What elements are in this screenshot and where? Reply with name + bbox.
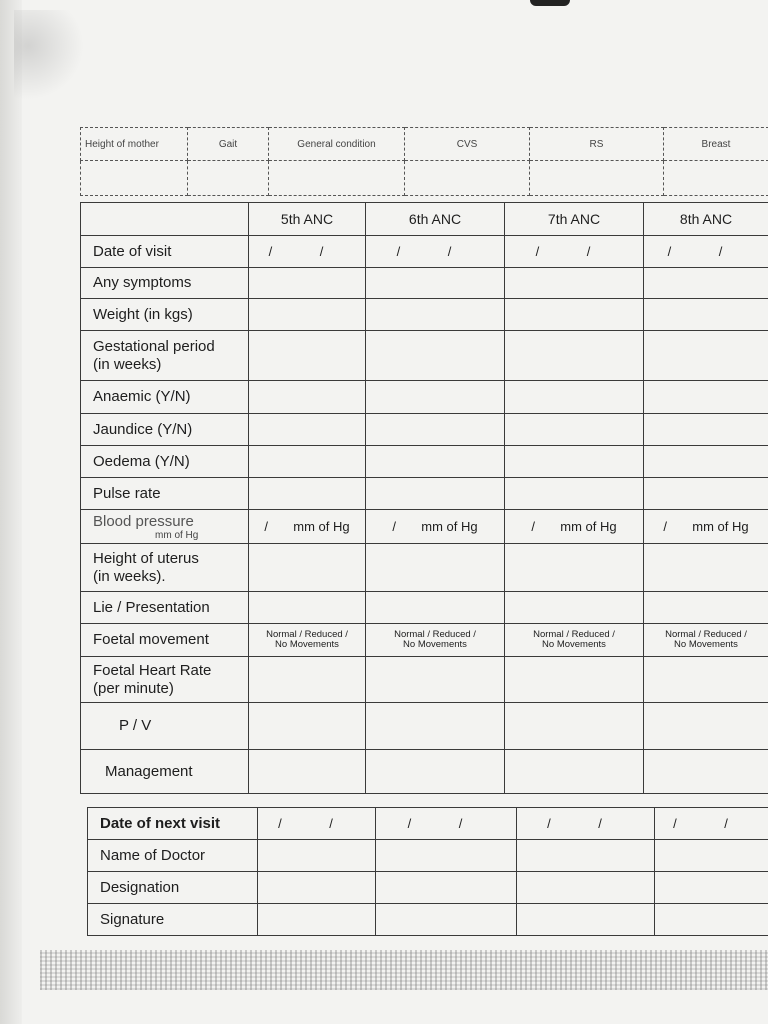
- management-field[interactable]: [505, 750, 644, 794]
- row-label-pv: P / V: [81, 703, 249, 750]
- footer-regional-text: [150, 992, 750, 1014]
- oedema-field[interactable]: [366, 446, 505, 478]
- fhr-field[interactable]: [249, 657, 366, 703]
- row-label-date-of-next-visit: Date of next visit: [88, 808, 258, 840]
- oedema-field[interactable]: [505, 446, 644, 478]
- bp-field[interactable]: / mm of Hg: [505, 510, 644, 544]
- designation-field[interactable]: [258, 872, 376, 904]
- weight-field[interactable]: [644, 299, 768, 331]
- row-label-weight: Weight (in kgs): [81, 299, 249, 331]
- weight-field[interactable]: [366, 299, 505, 331]
- signature-field[interactable]: [517, 904, 655, 936]
- next-visit-field[interactable]: / /: [258, 808, 376, 840]
- signature-field[interactable]: [655, 904, 768, 936]
- fhr-field[interactable]: [505, 657, 644, 703]
- examination-table: [80, 127, 768, 196]
- designation-field[interactable]: [655, 872, 768, 904]
- height-of-mother-field[interactable]: [81, 161, 188, 196]
- lie-field[interactable]: [249, 592, 366, 624]
- jaundice-field[interactable]: [366, 414, 505, 446]
- corner-cell: [81, 203, 249, 236]
- jaundice-field[interactable]: [249, 414, 366, 446]
- doctor-name-field[interactable]: [517, 840, 655, 872]
- date-of-visit-field[interactable]: / /: [644, 236, 768, 268]
- gestational-field[interactable]: [249, 331, 366, 381]
- header-height-of-mother: Height of mother: [81, 128, 188, 161]
- gestational-field[interactable]: [644, 331, 768, 381]
- date-of-visit-field[interactable]: / /: [249, 236, 366, 268]
- oedema-field[interactable]: [644, 446, 768, 478]
- symptoms-field[interactable]: [249, 268, 366, 299]
- foetal-movement-field[interactable]: Normal / Reduced / No Movements: [644, 624, 768, 657]
- column-header-7th-anc: 7th ANC: [505, 203, 644, 236]
- pv-field[interactable]: [644, 703, 768, 750]
- fhr-label-line1: Foetal Heart Rate: [93, 661, 212, 679]
- row-label-name-of-doctor: Name of Doctor: [88, 840, 258, 872]
- bp-field[interactable]: / mm of Hg: [249, 510, 366, 544]
- anaemic-field[interactable]: [366, 381, 505, 414]
- header-breast: Breast: [664, 128, 768, 161]
- weight-field[interactable]: [249, 299, 366, 331]
- anc-visits-table: [80, 202, 768, 794]
- foetal-movement-field[interactable]: Normal / Reduced / No Movements: [505, 624, 644, 657]
- pulse-field[interactable]: [505, 478, 644, 510]
- designation-field[interactable]: [517, 872, 655, 904]
- bp-field[interactable]: / mm of Hg: [644, 510, 768, 544]
- row-label-oedema: Oedema (Y/N): [81, 446, 249, 478]
- management-field[interactable]: [249, 750, 366, 794]
- row-label-height-of-uterus: [81, 544, 249, 592]
- lie-field[interactable]: [644, 592, 768, 624]
- uterus-field[interactable]: [249, 544, 366, 592]
- row-label-management: Management: [81, 750, 249, 794]
- row-label-foetal-movement: Foetal movement: [81, 624, 249, 657]
- breast-field[interactable]: [664, 161, 768, 196]
- row-label-jaundice: Jaundice (Y/N): [81, 414, 249, 446]
- column-header-8th-anc: 8th ANC: [644, 203, 768, 236]
- scan-noise-band: [40, 950, 768, 990]
- row-label-any-symptoms: Any symptoms: [81, 268, 249, 299]
- row-label-gestational-period: [81, 331, 249, 381]
- column-header-5th-anc: 5th ANC: [249, 203, 366, 236]
- next-visit-field[interactable]: / /: [517, 808, 655, 840]
- row-label-foetal-heart-rate: [81, 657, 249, 703]
- row-label-designation: Designation: [88, 872, 258, 904]
- pv-field[interactable]: [505, 703, 644, 750]
- pv-field[interactable]: [366, 703, 505, 750]
- date-of-visit-field[interactable]: / /: [366, 236, 505, 268]
- column-header-6th-anc: 6th ANC: [366, 203, 505, 236]
- lie-field[interactable]: [366, 592, 505, 624]
- symptoms-field[interactable]: [366, 268, 505, 299]
- uterus-label-line2: (in weeks).: [93, 567, 166, 585]
- uterus-label-line1: Height of uterus: [93, 549, 199, 567]
- faded-form-heading: [230, 80, 650, 94]
- header-gait: Gait: [188, 128, 269, 161]
- designation-field[interactable]: [376, 872, 517, 904]
- lie-field[interactable]: [505, 592, 644, 624]
- row-label-pulse-rate: Pulse rate: [81, 478, 249, 510]
- next-visit-field[interactable]: / /: [376, 808, 517, 840]
- signature-field[interactable]: [258, 904, 376, 936]
- header-rs: RS: [530, 128, 664, 161]
- foetal-movement-field[interactable]: Normal / Reduced / No Movements: [249, 624, 366, 657]
- signature-field[interactable]: [376, 904, 517, 936]
- fhr-field[interactable]: [644, 657, 768, 703]
- cvs-field[interactable]: [405, 161, 530, 196]
- row-label-date-of-visit: Date of visit: [81, 236, 249, 268]
- uterus-field[interactable]: [644, 544, 768, 592]
- doctor-name-field[interactable]: [376, 840, 517, 872]
- pulse-field[interactable]: [366, 478, 505, 510]
- anaemic-field[interactable]: [249, 381, 366, 414]
- gestational-label-line2: (in weeks): [93, 355, 162, 373]
- fhr-field[interactable]: [366, 657, 505, 703]
- page-edge-shadow: [0, 0, 22, 1024]
- row-label-lie-presentation: Lie / Presentation: [81, 592, 249, 624]
- symptoms-field[interactable]: [644, 268, 768, 299]
- gestational-label-line1: Gestational period: [93, 337, 215, 355]
- scan-mark: [530, 0, 570, 6]
- foetal-movement-field[interactable]: Normal / Reduced / No Movements: [366, 624, 505, 657]
- gestational-field[interactable]: [505, 331, 644, 381]
- pulse-field[interactable]: [249, 478, 366, 510]
- fhr-label-line2: (per minute): [93, 679, 174, 697]
- doctor-name-field[interactable]: [655, 840, 768, 872]
- header-cvs: CVS: [405, 128, 530, 161]
- management-field[interactable]: [366, 750, 505, 794]
- jaundice-field[interactable]: [505, 414, 644, 446]
- next-visit-field[interactable]: / /: [655, 808, 768, 840]
- header-general-condition: General condition: [269, 128, 405, 161]
- pulse-field[interactable]: [644, 478, 768, 510]
- pv-field[interactable]: [249, 703, 366, 750]
- oedema-field[interactable]: [249, 446, 366, 478]
- bp-field[interactable]: / mm of Hg: [366, 510, 505, 544]
- bp-sublabel: mm of Hg: [155, 529, 199, 541]
- uterus-field[interactable]: [505, 544, 644, 592]
- bp-label: Blood pressure: [93, 512, 194, 530]
- doctor-name-field[interactable]: [258, 840, 376, 872]
- symptoms-field[interactable]: [505, 268, 644, 299]
- jaundice-field[interactable]: [644, 414, 768, 446]
- weight-field[interactable]: [505, 299, 644, 331]
- row-label-anaemic: Anaemic (Y/N): [81, 381, 249, 414]
- scan-smudge: [14, 10, 84, 100]
- row-label-signature: Signature: [88, 904, 258, 936]
- rs-field[interactable]: [530, 161, 664, 196]
- anaemic-field[interactable]: [505, 381, 644, 414]
- gait-field[interactable]: [188, 161, 269, 196]
- uterus-field[interactable]: [366, 544, 505, 592]
- anaemic-field[interactable]: [644, 381, 768, 414]
- row-label-blood-pressure: [81, 510, 249, 544]
- date-of-visit-field[interactable]: / /: [505, 236, 644, 268]
- gestational-field[interactable]: [366, 331, 505, 381]
- general-condition-field[interactable]: [269, 161, 405, 196]
- management-field[interactable]: [644, 750, 768, 794]
- doctor-table: [87, 807, 768, 936]
